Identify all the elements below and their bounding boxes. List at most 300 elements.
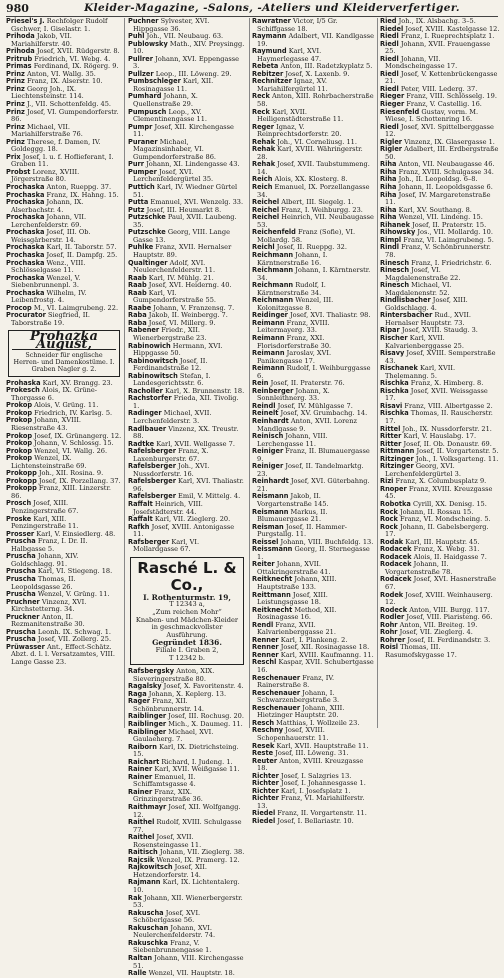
entry-surname: Rodacek	[380, 560, 412, 569]
entry-surname: Pruscha	[6, 590, 36, 599]
entry-details: Karl, XVII. Weißgasse 11.	[152, 765, 240, 774]
directory-entry	[380, 350, 500, 365]
directory-entry	[380, 56, 500, 71]
entry-surname: Reste	[252, 749, 274, 758]
directory-entry	[252, 705, 374, 720]
directory-entry	[128, 834, 246, 849]
entry-details: Josef, XII. Wolfgangg. 12.	[133, 803, 241, 819]
entry-surname: Prokopp	[6, 476, 37, 485]
entry-surname: Rohrer	[380, 635, 406, 644]
entry-surname: Prokop	[6, 439, 33, 448]
entry-surname: Rock	[380, 507, 398, 516]
entry-details: Jakob, II. Weinbergg. 7.	[146, 311, 228, 320]
entry-details: Markus, II. Blumauergasse 21.	[257, 507, 328, 524]
entry-details: Karl, I. Plankeng. 2.	[278, 635, 348, 644]
entry-details: Johann, XVI. Eppengasse 3.	[133, 54, 240, 71]
entry-surname: Prochaska	[6, 243, 45, 252]
entry-surname: Putz	[128, 205, 145, 214]
directory-entry	[128, 343, 246, 358]
entry-surname: Riha	[380, 167, 397, 176]
entry-details: Karl, III. Hauptstr. 45.	[403, 537, 480, 546]
entry-surname: Rebeta	[252, 62, 279, 71]
entry-surname: Prokop	[6, 416, 33, 425]
entry-details: Josef, IV. Mühlgasse 7.	[275, 401, 353, 410]
column-divider	[249, 18, 250, 728]
entry-surname: Prochaska	[6, 288, 45, 297]
entry-surname: Pumpusch	[128, 107, 167, 116]
directory-entry	[252, 659, 374, 674]
entry-details: Ignaz, XV. Mariahilfergürtel 11.	[257, 77, 328, 93]
entry-surname: Rischer	[380, 333, 408, 342]
directory-entry	[128, 910, 246, 925]
ad-line: Knaben- und Mädchen-Kleider in geschmackvollster Ausführung.	[135, 615, 239, 639]
entry-details: Josef, VII. Zollerg. 25.	[35, 635, 112, 644]
entry-details: Josef, XVII. Rosensteingasse 11.	[133, 833, 202, 849]
entry-surname: Roisl	[380, 643, 399, 652]
entry-details: Franz, IV. Rainerstraße 8.	[257, 673, 335, 690]
entry-surname: Radtke	[128, 439, 155, 448]
entry-surname: Prosch	[6, 499, 32, 508]
entry-surname: Prokop	[6, 408, 33, 417]
ad-line: T 12342 b.	[169, 653, 205, 662]
entry-surname: Reiniger	[252, 462, 284, 471]
entry-surname: Robotka	[380, 500, 411, 508]
entry-surname: Pumbschleger	[128, 77, 181, 86]
entry-surname: Radlbauer	[128, 424, 167, 433]
entry-surname: Rabener	[128, 326, 160, 335]
entry-surname: Pruscha	[6, 574, 36, 583]
entry-surname: Reindl	[252, 401, 276, 410]
entry-surname: Prüwasser	[6, 642, 45, 651]
entry-details: Joh., VI. Corneliusg. 11.	[275, 137, 357, 146]
entry-surname: Riedl	[380, 122, 399, 131]
entry-details: Johann, I. Schwarzenbergstraße 3.	[257, 688, 340, 705]
entry-details: Karl, XVIII. Kaufmanng. 11.	[278, 650, 374, 659]
entry-surname: Raab	[128, 288, 147, 297]
entry-details: Anton, VII. Neubaugasse 46.	[396, 160, 495, 169]
entry-surname: Prosser	[6, 529, 35, 538]
entry-details: Joh., II. Leopoldsg. 6–8.	[396, 175, 478, 184]
entry-surname: Raltan	[128, 953, 153, 962]
entry-surname: Renner	[252, 643, 279, 652]
entry-surname: Prokop	[6, 454, 33, 463]
entry-details: Johann, VII. Lerchenfelderstr. 69.	[11, 213, 87, 229]
entry-details: Anton, VI. Wallg. 35.	[24, 69, 96, 78]
entry-details: Josef, II. Vorgartenstr. 5.	[414, 447, 499, 456]
entry-details: Anton, Rueppg. 37.	[44, 183, 112, 192]
entry-surname: Probst	[6, 167, 31, 176]
entry-surname: Reisman	[252, 522, 284, 531]
entry-surname: Rachstorfer	[128, 394, 172, 403]
directory-entry	[6, 139, 122, 154]
entry-details: Ant., Effect-Schätz. Abzt. d. l. l. Versatzamtes, VIII. Lange Gasse 23.	[11, 642, 115, 666]
entry-details: Josef, I. Bellariastr. 10.	[275, 816, 354, 825]
entry-surname: Prihoda	[6, 47, 35, 56]
entry-details: Johann, V. Franzensg. 7.	[151, 303, 235, 312]
directory-entry	[252, 622, 374, 637]
entry-surname: Rnoper	[380, 484, 407, 493]
entry-surname: Riesenfeld	[380, 107, 420, 116]
advertisement-prohazka	[8, 330, 120, 376]
entry-surname: Rajkowitsch	[128, 863, 173, 872]
entry-surname: Rajmann	[128, 878, 161, 887]
directory-entry	[380, 297, 500, 312]
entry-surname: Rischka	[380, 379, 409, 388]
column-divider	[124, 18, 125, 728]
entry-surname: Prinz	[6, 84, 25, 93]
entry-details: Anton, II. Rezmanitenstraße 30.	[11, 612, 85, 629]
entry-surname: Reinhardt	[252, 416, 289, 425]
entry-surname: Rainer	[128, 772, 153, 781]
entry-details: Johann, VII. Mondscheingasse 17.	[385, 54, 458, 71]
entry-surname: Reich	[252, 175, 273, 184]
entry-surname: Rafsbergsky	[128, 667, 175, 676]
entry-details: Josef, XVI. Heiderng. 40.	[146, 281, 232, 290]
entry-details: Josef, III. Löweng. 31.	[273, 749, 349, 758]
entry-surname: Rittel	[380, 424, 401, 433]
entry-details: Josef, XVIII. Schopenhauerstr. 11.	[257, 726, 329, 742]
advertisement-rasche	[130, 557, 244, 665]
entry-surname: Riedl	[380, 54, 399, 63]
entry-surname: Pruscha	[6, 567, 36, 576]
entry-surname: Rehak	[252, 137, 276, 146]
directory-entry	[380, 365, 500, 380]
entry-surname: Ragalsky	[128, 682, 162, 691]
directory-entry	[252, 365, 374, 380]
entry-surname: Prochaska	[6, 273, 45, 282]
entry-details: Anton, XVIII. Kreuzgasse 18.	[257, 756, 364, 773]
entry-details: Karl, XIII. Penzingerstraße 11.	[11, 514, 79, 531]
entry-details: Karl, IV. Mühlg. 21.	[146, 273, 214, 282]
entry-details: Karl, XVI. Haymerlegasse 47.	[257, 47, 322, 63]
entry-surname: Rodak	[380, 537, 404, 546]
entry-details: Franz, V. Castellig. 16.	[404, 100, 482, 109]
entry-surname: Prihoda	[6, 32, 35, 41]
entry-details: Kaspar, XVII. Schubertgasse 16.	[257, 658, 374, 675]
entry-surname: Reissmann	[252, 545, 293, 554]
entry-surname: Rainer	[128, 765, 153, 774]
directory-entry	[128, 169, 246, 184]
entry-details: Josef, XIII. Leistungsgasse 18.	[257, 590, 328, 607]
entry-details: Vinzenz, XVI. Kirchstetterng. 34.	[11, 597, 87, 614]
directory-column-3	[252, 17, 374, 825]
entry-details: Josef, II. Dampfg. 25.	[44, 250, 118, 259]
entry-details: Wenzel, VI. Wallg. 26.	[32, 446, 108, 455]
entry-details: Josef, II. Ob. Donaustr. 69.	[401, 439, 492, 448]
entry-surname: Prokopp	[6, 484, 37, 493]
entry-surname: Riha	[380, 160, 397, 169]
entry-details: Johann, XVII. Frauengasse 25.	[385, 39, 491, 56]
entry-surname: Pritrub	[6, 54, 33, 63]
entry-surname: Rager	[128, 697, 150, 706]
entry-details: Karl, XV. Southang. 8.	[396, 205, 472, 214]
directory-entry	[252, 448, 374, 463]
entry-details: Franz, I. Dr. II. Halbgasse 5.	[11, 537, 88, 553]
entry-details: Josef, VI. Gumpendorferstr. 86.	[11, 107, 119, 124]
ad-line: Schneider für englische Herren- und Damenkostüme. I. Graben Nagler g. 2.	[13, 350, 115, 374]
entry-surname: Rakuschka	[128, 938, 168, 947]
entry-details: Karl, IX. Dietrichsteing. 15.	[133, 742, 239, 759]
entry-surname: Puchner	[128, 17, 159, 25]
entry-details: Johann, IX. Alserbachstr. 4.	[11, 198, 84, 214]
entry-surname: Resch	[252, 718, 275, 727]
entry-surname: Pruscha	[6, 552, 36, 561]
entry-surname: Richter	[252, 779, 279, 788]
directory-entry	[380, 146, 500, 161]
entry-details: Franz, X. Webg. 31.	[411, 545, 480, 554]
entry-details: Josef, XVIII. Antonigasse 11.	[133, 522, 235, 539]
entry-details: Method, XII. Rosinagasse 16.	[257, 605, 337, 622]
entry-surname: Rischka	[380, 409, 409, 418]
directory-entry	[128, 244, 246, 259]
entry-details: Josef, III. Rochusg. 20.	[166, 712, 244, 721]
entry-surname: Rebitzer	[252, 69, 284, 78]
entry-details: Adalbert, III. Erdbergstraße 50.	[385, 145, 499, 161]
entry-details: Rudolf, I. Weihburggasse 6.	[257, 364, 371, 380]
entry-surname: Rohr	[380, 620, 398, 629]
entry-details: Thomas, III. Rasumofskygasse 17.	[385, 643, 457, 659]
directory-entry	[6, 229, 122, 244]
entry-details: Joh., IX. Alsbachg. 3–5.	[396, 17, 476, 25]
entry-details: Emanuel, II. Schiffamtsgasse 4.	[133, 772, 196, 789]
entry-surname: Resek	[252, 741, 275, 750]
entry-surname: Rigler	[380, 145, 403, 154]
entry-details: Franz, X. Columbusplatz 9.	[393, 477, 487, 486]
entry-surname: Rischanek	[380, 364, 418, 373]
entry-details: Joh., VII. Neubaug. 63.	[144, 32, 224, 41]
directory-entry	[128, 774, 246, 789]
directory-entry	[128, 501, 246, 516]
entry-surname: Ried	[380, 17, 397, 25]
directory-entry	[252, 795, 374, 810]
entry-details: Math., XIV. Preysingg. 10.	[133, 39, 245, 56]
entry-details: Josef, III. Ob. Weissgärberstr. 14.	[11, 228, 91, 244]
entry-details: Michael, XVII. Lerchenfelderstr. 3.	[133, 409, 212, 425]
directory-entry	[128, 139, 246, 162]
directory-entry	[128, 463, 246, 478]
directory-entry	[128, 819, 246, 834]
directory-entry	[128, 925, 246, 940]
entry-details: Johann, XVII. Ottakringerstraße 41.	[257, 560, 331, 576]
entry-surname: Pruscha	[6, 627, 36, 636]
entry-details: Johann, XVIII. Riesenstraße 43.	[11, 416, 82, 433]
entry-details: Josef, II. Rueppg. 32.	[274, 243, 347, 252]
entry-surname: Riha	[380, 205, 397, 214]
entry-details: Josef, I. Salzgries 13.	[278, 771, 352, 780]
entry-surname: Purr	[128, 160, 145, 169]
directory-entry	[128, 214, 246, 229]
directory-entry	[252, 161, 374, 176]
directory-entry	[6, 516, 122, 531]
entry-surname: Putzschke	[128, 213, 166, 222]
entry-details: Karl, XVII. Hauptstraße 11.	[274, 741, 369, 750]
entry-surname: Raiblinger	[128, 727, 167, 736]
entry-surname: Rabinowich	[128, 341, 171, 350]
entry-details: Franz, II. Blumauergasse 9.	[257, 447, 370, 463]
directory-entry	[128, 358, 246, 373]
entry-surname: Reinelt	[252, 409, 279, 418]
directory-entry	[252, 433, 374, 448]
entry-details: Josef, II. Hammer-Purgstallg. 11.	[257, 522, 348, 539]
entry-details: Leop., III. Löweng. 29.	[153, 69, 232, 78]
directory-entry	[6, 86, 122, 101]
entry-details: Franz, VI. Mariahilferstr. 13.	[257, 794, 365, 810]
entry-surname: Pullzer	[128, 69, 154, 78]
entry-surname: Puhl	[128, 32, 145, 41]
ad-line: Filiale I. Graben 2,	[155, 645, 219, 654]
entry-surname: Reger	[252, 122, 274, 131]
entry-surname: Pruscha	[6, 537, 36, 546]
entry-surname: Putzschke	[128, 228, 166, 237]
entry-details: Wilhelm, IV. Leibenfrostg. 4.	[11, 288, 87, 305]
directory-entry	[380, 312, 500, 327]
entry-surname: Prinz	[6, 77, 25, 86]
entry-details: Josef, II. Praterstr. 15.	[410, 220, 487, 229]
directory-entry	[6, 214, 122, 229]
entry-surname: Reitknecht	[252, 605, 293, 614]
entry-surname: Rajcsik	[128, 855, 155, 864]
directory-entry	[380, 592, 500, 607]
entry-details: Josef, l. u. f. Hoflieferant, I. Graben 11.	[11, 152, 114, 169]
entry-details: Josef, XII. Kirchengasse 11.	[133, 122, 234, 139]
entry-surname: Pruckner	[6, 612, 40, 621]
entry-surname: Rodacek	[380, 545, 412, 554]
entry-details: Michael, VII. Mariahilferstraße 76.	[11, 122, 83, 139]
directory-entry	[128, 895, 246, 910]
directory-entry	[380, 192, 500, 207]
directory-entry	[128, 539, 246, 554]
entry-surname: Raiblinger	[128, 712, 167, 721]
entry-details: Wenzel, VII. Hauptstr. 18.	[146, 969, 235, 978]
entry-surname: Rindlisbacher	[380, 296, 431, 305]
entry-details: Mich., X. Daumeg. 11.	[166, 720, 243, 728]
entry-details: Georg, XVI. Lerchenfeldergürtel 3.	[385, 462, 461, 478]
entry-details: Cyrill, XX. Denisg. 15.	[410, 500, 487, 508]
entry-details: Richard, I. Judeng. 1.	[159, 757, 233, 766]
directory-entry	[128, 373, 246, 388]
entry-surname: Reimann	[252, 318, 285, 327]
directory-entry	[252, 48, 374, 63]
directory-entry	[128, 109, 246, 124]
entry-details: Wenzel, III. Kolonitzgasse 8.	[257, 296, 334, 312]
entry-surname: Prokesch	[6, 386, 40, 395]
entry-details: Karl, XVIII. Währingerstr. 28.	[257, 145, 363, 161]
directory-entry	[128, 290, 246, 305]
directory-entry	[6, 33, 122, 48]
entry-surname: Rieger	[380, 100, 405, 109]
entry-details: Josef, X. Laxenb. 9.	[283, 69, 350, 78]
entry-details: Anton, III. Radetzkyplatz 5.	[278, 62, 373, 71]
entry-details: Michael, Magazinsinhaber, VI. Gumpendorferstraße 86.	[133, 137, 216, 161]
entry-details: Johann, VIII. Buchfeldg. 13.	[278, 537, 374, 546]
entry-surname: Reinisch	[252, 432, 284, 441]
entry-details: Gustav, vorm. M. Wiese, I. Schottenring 16.	[385, 107, 479, 124]
entry-details: Rudolf, XVIII. Schulgasse 77.	[133, 818, 242, 834]
entry-surname: Reschenauer	[252, 688, 301, 697]
entry-details: Franz, V. Siebenbrunnengasse 1.	[133, 938, 212, 955]
entry-details: Joh., I. Volksgarteng. 11.	[413, 454, 499, 463]
entry-details: Franz, XII. Schönbrunnerstr. 14.	[133, 697, 204, 713]
entry-surname: Riedl	[380, 32, 399, 41]
directory-entry	[380, 335, 500, 350]
directory-entry	[6, 109, 122, 124]
entry-surname: Ritzinger	[380, 454, 414, 463]
entry-details: Josef, XV. Grumbachg. 14.	[278, 409, 368, 418]
entry-details: Johann, X. Sonnleithnerg. 33.	[257, 386, 330, 403]
entry-surname: Reinhardt	[252, 477, 289, 486]
entry-details: Franz (Sofie), VI. Mollardg. 58.	[257, 228, 356, 244]
directory-entry	[6, 260, 122, 275]
entry-surname: Prochaska	[6, 183, 45, 192]
entry-details: Johann, II. Vorgartenstraße 78.	[385, 560, 453, 576]
entry-surname: Rechnitzer	[252, 77, 292, 86]
entry-surname: Rinesch	[380, 281, 410, 290]
entry-surname: Ripar	[380, 326, 400, 335]
directory-entry	[380, 524, 500, 539]
directory-entry	[252, 592, 374, 607]
entry-details: Karl, VII. Zieglerg. 20.	[152, 515, 231, 524]
entry-surname: Rak	[128, 893, 142, 902]
entry-details: Georg, II. Sternegasse 1.	[257, 545, 370, 561]
directory-entry	[128, 524, 246, 539]
directory-entry	[128, 229, 246, 244]
directory-entry	[128, 78, 246, 93]
directory-entry	[128, 124, 246, 139]
entry-surname: Prinz	[6, 137, 25, 146]
entry-surname: Prochaska	[6, 198, 45, 207]
entry-surname: Ritter	[380, 432, 402, 441]
entry-details: Rechfolger Rudolf Gschwer, I. Giselastr. 1.	[11, 17, 108, 33]
entry-details: Alois, V. Grüng. 11.	[32, 401, 99, 410]
entry-surname: Prokop	[6, 401, 33, 410]
entry-details: Franz, X. Laxenburgerstr. 67.	[133, 447, 209, 463]
directory-entry	[252, 493, 374, 508]
directory-entry	[252, 690, 374, 705]
directory-entry	[128, 864, 246, 879]
entry-details: Jos., VII. Mollardg. 10.	[415, 228, 493, 237]
entry-details: Paul, XVII. Laubeng. 35.	[133, 213, 237, 229]
entry-surname: Rafkh	[128, 522, 150, 531]
entry-details: Josef, XVIII. Kastelgasse 12.	[403, 24, 500, 33]
entry-surname: Rafsberger	[128, 537, 170, 546]
directory-entry	[6, 553, 122, 568]
entry-surname: Rock	[380, 515, 398, 524]
directory-entry	[6, 124, 122, 139]
entry-details: Franz, X. Himberg. 8.	[408, 379, 484, 388]
entry-details: Anton, XVII. Lorenz Mandlgasse 9.	[257, 416, 357, 433]
entry-surname: Raymund	[252, 47, 287, 56]
entry-details: Alois, II. Haidgasse 7.	[411, 552, 487, 561]
entry-details: Josef, XVI. Güterbahng. 21.	[257, 477, 370, 493]
entry-surname: Raba	[128, 311, 147, 320]
entry-surname: Raffalt	[128, 515, 153, 524]
entry-surname: Raichart	[128, 757, 160, 766]
page-number: 980	[6, 2, 29, 15]
entry-surname: Prochaska	[6, 190, 45, 199]
directory-entry	[128, 426, 246, 441]
entry-details: Karl, V. Einsiedlerg. 48.	[34, 529, 116, 538]
entry-surname: Puraner	[128, 137, 158, 146]
entry-details: Anton, XIII. Rohrbacherstraße 58.	[257, 92, 374, 109]
entry-surname: Pumhard	[128, 92, 162, 101]
directory-entry	[380, 41, 500, 56]
entry-surname: Raiborn	[128, 742, 157, 751]
entry-surname: Prokop	[6, 431, 33, 440]
entry-details: Johann, II. Rossau 15.	[397, 507, 474, 516]
directory-entry	[128, 970, 246, 978]
entry-details: Emil, V. Mittelg. 4.	[175, 492, 241, 501]
entry-surname: Procurator	[6, 311, 46, 320]
